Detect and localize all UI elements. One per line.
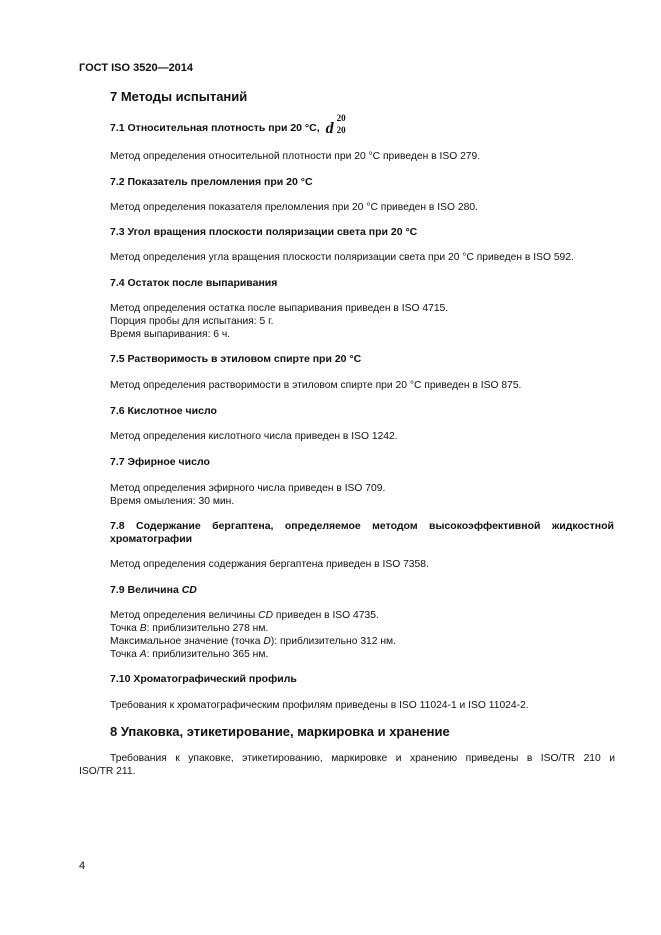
subsection-7-9-line-1	[110, 609, 620, 622]
subsection-7-10-text: Требования к хроматографическим профилям приведены в ISO 11024-1 и ISO 11024-2.	[110, 700, 529, 711]
s9-l3a: Максимальное значение (точка	[110, 636, 261, 647]
subsection-7-6-text: Метод определения кислотного числа приведен в ISO 1242.	[110, 431, 398, 442]
s9-l2i: B	[139, 623, 147, 634]
subsection-7-7-line-2: Время омыления: 30 мин.	[110, 496, 235, 507]
formula-subscript: 20	[336, 125, 346, 135]
subsection-7-10-title: 7.10 Хроматографический профиль	[110, 673, 297, 685]
subsection-7-9-text	[110, 609, 620, 661]
subsection-7-5-text: Метод определения растворимости в этиловом спирте при 20 °С приведен в ISO 875.	[110, 380, 522, 391]
subsection-7-9-title-cd: CD	[181, 584, 197, 596]
s9-l3i: D	[263, 636, 271, 647]
subsection-7-9-line-3	[110, 635, 620, 648]
subsection-7-1-label: 7.1 Относительная плотность при 20 °С,	[110, 122, 320, 134]
s9-l4b: : приблизительно 365 нм.	[146, 649, 269, 660]
section-8-line-2: ISO/TR 211.	[79, 766, 136, 777]
subsection-7-7-title: 7.7 Эфирное число	[110, 456, 210, 468]
subsection-7-9-line-4	[110, 648, 620, 661]
subsection-7-1-text: Метод определения относительной плотности при 20 °С приведен в ISO 279.	[110, 151, 481, 162]
subsection-7-3-title: 7.3 Угол вращения плоскости поляризации света при 20 °С	[110, 226, 418, 238]
formula-superscript: 20	[336, 113, 346, 123]
subsection-7-4-text	[110, 302, 620, 341]
formula-symbol: d	[325, 120, 334, 137]
s9-l2b: : приблизительно 278 нм.	[146, 623, 269, 634]
s9-l4a: Точка	[110, 649, 137, 660]
subsection-7-9-title	[110, 584, 197, 596]
section-8-text	[79, 752, 615, 778]
s9-l1i: CD	[258, 610, 274, 621]
document-header: ГОСТ ISO 3520—2014	[79, 62, 194, 74]
subsection-7-2-title: 7.2 Показатель преломления при 20 °С	[110, 176, 313, 188]
section-8-title: 8 Упаковка, этикетирование, маркировка и хранение	[110, 724, 450, 739]
subsection-7-1-title	[110, 113, 349, 138]
s9-l3b: ): приблизительно 312 нм.	[270, 636, 396, 647]
page-number: 4	[79, 860, 86, 872]
section-8-line-1: Требования к упаковке, этикетированию, маркировке и хранению приведены в ISO/TR 210 и	[110, 753, 615, 764]
subsection-7-6-title: 7.6 Кислотное число	[110, 405, 217, 417]
s9-l1b: приведен в ISO 4735.	[275, 610, 379, 621]
subsection-7-4-line-3: Время выпаривания: 6 ч.	[110, 329, 231, 340]
s9-l4i: A	[139, 649, 147, 660]
subsection-7-8-title-line-1: 7.8 Содержание бергаптена, определяемое методом высокоэффективной жидкостной	[110, 520, 614, 532]
subsection-7-8-title-line-2: хроматографии	[110, 533, 193, 545]
s9-l1a: Метод определения величины	[110, 610, 256, 621]
subsection-7-7-line-1: Метод определения эфирного числа приведен в ISO 709.	[110, 483, 386, 494]
subsection-7-9-title-prefix: 7.9 Величина	[110, 584, 179, 596]
subsection-7-3-text: Метод определения угла вращения плоскости поляризации света при 20 °С приведен в ISO 592.	[110, 252, 574, 263]
subsection-7-9-line-2	[110, 622, 620, 635]
section-7-title: 7 Методы испытаний	[110, 89, 248, 104]
density-formula	[323, 113, 349, 138]
subsection-7-5-title: 7.5 Растворимость в этиловом спирте при 20 °С	[110, 353, 362, 365]
subsection-7-8-text: Метод определения содержания бергаптена приведен в ISO 7358.	[110, 559, 429, 570]
subsection-7-4-line-2: Порция пробы для испытания: 5 г.	[110, 316, 274, 327]
subsection-7-8-title	[110, 520, 614, 545]
subsection-7-4-line-1: Метод определения остатка после выпаривания приведен в ISO 4715.	[110, 303, 449, 314]
s9-l2a: Точка	[110, 623, 137, 634]
subsection-7-2-text: Метод определения показателя преломления при 20 °С приведен в ISO 280.	[110, 202, 478, 213]
subsection-7-7-text	[110, 482, 620, 508]
subsection-7-4-title: 7.4 Остаток после выпаривания	[110, 277, 278, 289]
